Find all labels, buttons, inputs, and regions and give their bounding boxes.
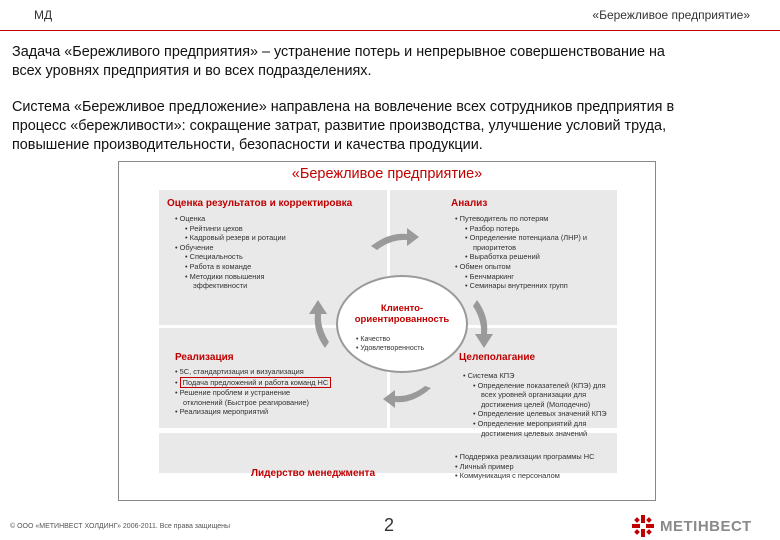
- list-item: • Система КПЭ: [463, 371, 607, 381]
- quadrant-goal-setting-list: [463, 371, 607, 438]
- list-item: • Определение потенциала (ЛНР) и: [455, 233, 587, 243]
- arrow-down-icon: [473, 298, 497, 350]
- paragraph-task-line-1: Задача «Бережливого предприятия» – устранение потерь и непрерывное совершенствование на: [12, 44, 665, 60]
- list-item: эффективности: [193, 281, 248, 291]
- diagram-title: «Бережливое предприятие»: [291, 166, 483, 182]
- list-item: • Семинары внутренних групп: [455, 281, 587, 291]
- paragraph-system: [12, 98, 770, 155]
- list-item: • Коммуникация с персоналом: [455, 471, 594, 481]
- list-item: достижения целевых значений: [481, 428, 588, 438]
- paragraph-task: [12, 43, 770, 81]
- list-item: • Кадровый резерв и ротации: [175, 233, 286, 243]
- list-item: • Определение показателей (КПЭ) для: [463, 381, 607, 391]
- center-title-line-1: Клиенто-: [380, 303, 424, 314]
- list-item: • Решение проблем и устранение: [175, 388, 331, 398]
- quadrant-implementation-list: [175, 367, 331, 417]
- management-leadership-title: Лидерство менеджмента: [251, 468, 375, 479]
- list-item: • Личный пример: [455, 462, 594, 472]
- center-title-line-2: ориентированность: [354, 314, 450, 325]
- quadrant-analysis-title: Анализ: [451, 198, 488, 209]
- customer-orientation-circle: [336, 275, 468, 373]
- list-item: • Разбор потерь: [455, 224, 587, 234]
- list-item: • Обучение: [175, 243, 286, 253]
- management-leadership-list: [455, 452, 594, 481]
- quadrant-implementation-title: Реализация: [175, 352, 234, 363]
- arrow-up-icon: [305, 298, 329, 350]
- list-item: • Работа в команде: [175, 262, 286, 272]
- list-item: • Специальность: [175, 252, 286, 262]
- list-item-highlighted: [175, 377, 331, 389]
- list-item: • Путеводитель по потерям: [455, 214, 587, 224]
- list-item: • Реализация мероприятий: [175, 407, 331, 417]
- paragraph-system-line-2: процесс «бережливости»: сокращение затрат, развитие производства, улучшение условий труда,: [12, 118, 667, 134]
- metinvest-logo-text: МЕТІНВЕСТ: [660, 517, 752, 535]
- paragraph-system-line-3: повышение производительности, безопасности и качества продукции.: [12, 137, 483, 153]
- list-item: • Обмен опытом: [455, 262, 587, 272]
- list-item: • Рейтинги цехов: [175, 224, 286, 234]
- metinvest-logo: [632, 514, 752, 538]
- list-item: • Качество: [356, 335, 424, 344]
- lean-enterprise-diagram: [118, 161, 656, 501]
- center-title: [338, 303, 466, 325]
- metinvest-logo-icon: [632, 515, 654, 537]
- list-item: • Удовлетворенность: [356, 344, 424, 353]
- list-item: • Оценка: [175, 214, 286, 224]
- arrow-right-icon: [369, 226, 421, 252]
- list-item: всех уровней организации для: [481, 390, 587, 400]
- list-item: приоритетов: [473, 242, 517, 252]
- list-item: • Методики повышения: [175, 272, 286, 282]
- quadrant-goal-setting-title: Целеполагание: [459, 352, 536, 363]
- header-left-label: МД: [34, 8, 53, 22]
- list-item: отклонений (Быстрое реагирование): [183, 397, 309, 407]
- footer-copyright: © ООО «МЕТИНВЕСТ ХОЛДИНГ» 2006-2011. Все права защищены: [10, 523, 231, 530]
- quadrant-evaluation-list: [175, 214, 286, 291]
- list-item: достижения целей (Молодечно): [481, 399, 591, 409]
- quadrant-analysis-list: [455, 214, 587, 291]
- arrow-left-icon: [381, 384, 433, 410]
- list-item: • Бенчмаркинг: [455, 272, 587, 282]
- paragraph-task-line-2: всех уровнях предприятия и во всех подразделениях.: [12, 63, 372, 79]
- paragraph-system-line-1: Система «Бережливое предложение» направлена на вовлечение всех сотрудников предприятия в: [12, 99, 675, 115]
- header-divider: [0, 30, 780, 31]
- list-item: • Определение мероприятий для: [463, 419, 607, 429]
- highlighted-item: Подача предложений и работа команд НС: [180, 377, 332, 389]
- list-item: • Выработка решений: [455, 252, 587, 262]
- quadrant-evaluation-title: Оценка результатов и корректировка: [167, 198, 353, 209]
- header-right-title: «Бережливое предприятие»: [592, 8, 750, 22]
- center-list: [356, 335, 424, 353]
- page-number: 2: [384, 515, 395, 535]
- list-item: • Определение целевых значений КПЭ: [463, 409, 607, 419]
- list-item: • Поддержка реализации программы НС: [455, 452, 594, 462]
- list-item: • 5С, стандартизация и визуализация: [175, 367, 331, 377]
